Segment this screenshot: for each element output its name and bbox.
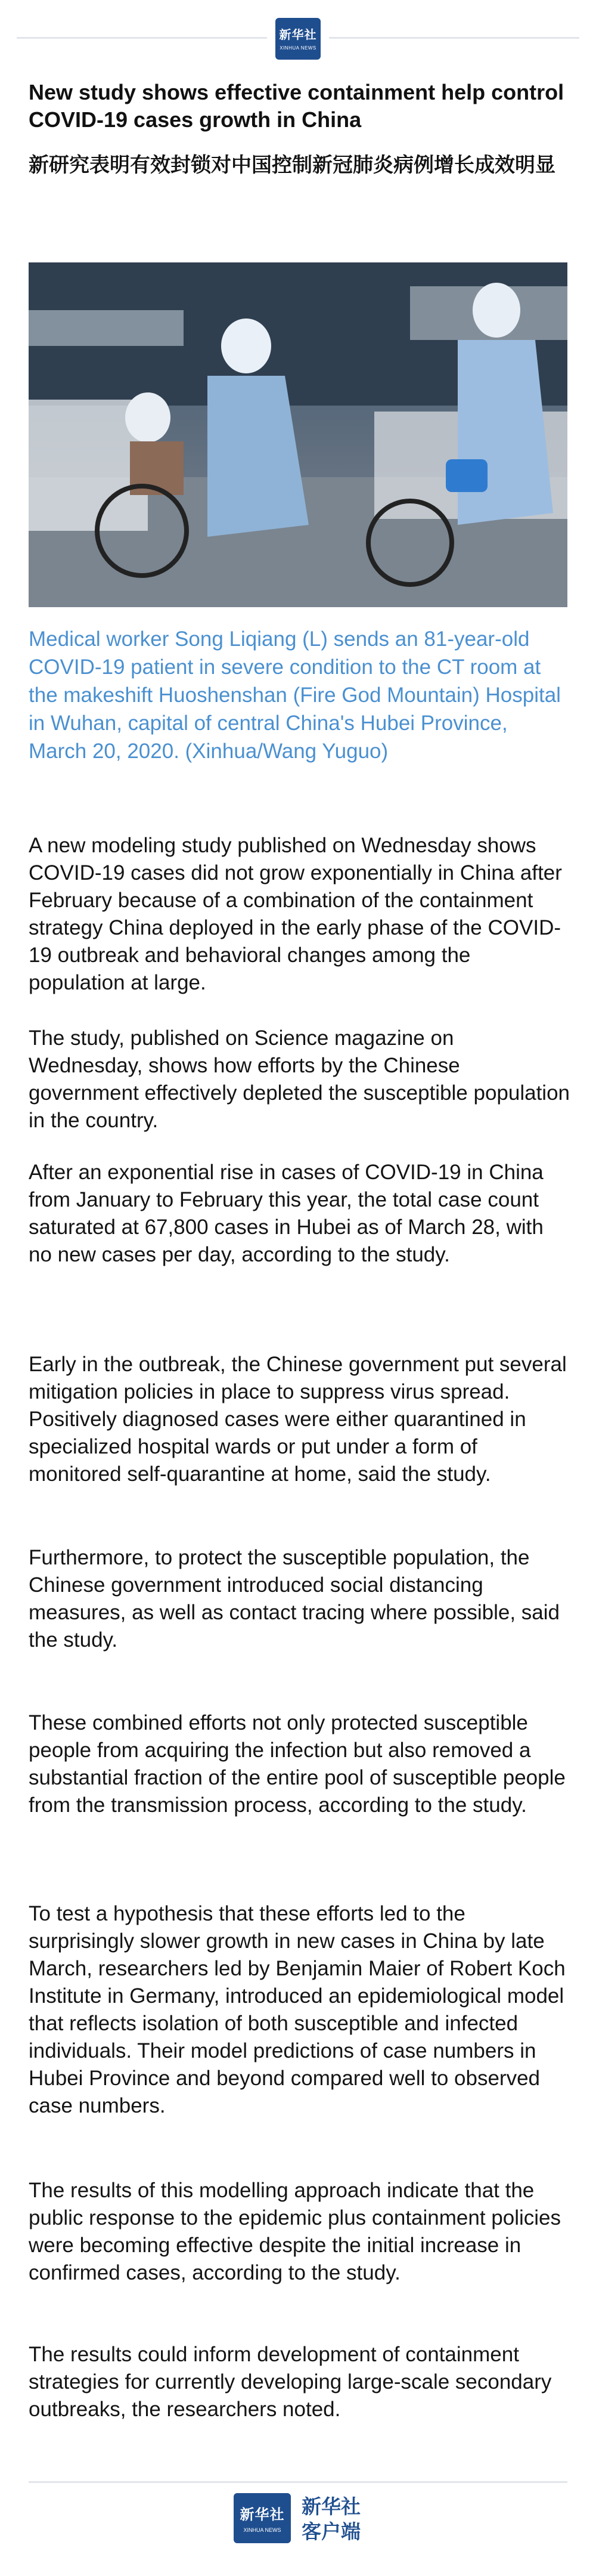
footer-logo-text-en: XINHUA NEWS — [243, 2527, 281, 2533]
hospital-ward-illustration — [29, 262, 567, 607]
footer-divider — [29, 2481, 567, 2483]
article-paragraph: The results of this modelling approach indicate that the public response to the epidemic plus containment policies were becoming effective despite the initial increase in confirmed cases, according to the study. — [29, 2179, 561, 2284]
xinhua-logo — [275, 18, 321, 60]
photo-caption: Medical worker Song Liqiang (L) sends an 81-year-old COVID-19 patient in severe condition to the CT room at the makeshift Huoshenshan (Fire God Mountain) Hospital in Wuhan, capital of central China's Hubei Province, March 20, 2020. (Xinhua/Wang Yuguo) — [29, 627, 561, 763]
footer-app-brand — [302, 2494, 367, 2544]
logo-text-en: XINHUA NEWS — [280, 45, 316, 51]
article-paragraph: The results could inform development of containment strategies for currently developing large-scale secondary outbreaks, the researchers noted. — [29, 2343, 552, 2421]
article-photo — [29, 262, 567, 607]
article-paragraph: To test a hypothesis that these efforts led to the surprisingly slower growth in new cases in China by late March, researchers led by Benjamin Maier of Robert Koch Institute in Germany, introduced an epidemiological model that reflects isolation of both susceptible and infected individuals. Their model predictions of case numbers in Hubei Province and beyond compared well to observed case numbers. — [29, 1902, 566, 2117]
footer-brand-line-1: 新华社 — [302, 2495, 361, 2518]
footer-logo-text-cn: 新华社 — [240, 2506, 285, 2523]
footer-xinhua-logo — [234, 2493, 291, 2543]
article-title-chinese: 新研究表明有效封锁对中国控制新冠肺炎病例增长成效明显 — [29, 153, 555, 177]
header-divider-left — [17, 37, 267, 39]
top-header — [0, 0, 596, 66]
article-paragraph: Early in the outbreak, the Chinese government put several mitigation policies in place to suppress virus spread. Positively diagnosed cases were either quarantined in specialized hospital wards or put under a form of monitored self-quarantine at home, said the study. — [29, 1353, 567, 1486]
article-paragraph: The study, published on Science magazine on Wednesday, shows how efforts by the Chinese government effectively depleted the susceptible population in the country. — [29, 1026, 570, 1132]
article-paragraph: Furthermore, to protect the susceptible population, the Chinese government introduced social distancing measures, as well as contact tracing where possible, said the study. — [29, 1546, 560, 1652]
article-paragraph: These combined efforts not only protected susceptible people from acquiring the infection but also removed a substantial fraction of the entire pool of susceptible people from the transmission process, according to the study. — [29, 1711, 566, 1817]
logo-text-cn: 新华社 — [279, 27, 317, 42]
article-paragraph: After an exponential rise in cases of COVID-19 in China from January to February this year, the total case count saturated at 67,800 cases in Hubei as of March 28, with no new cases per day, according to the study. — [29, 1161, 544, 1266]
header-divider-right — [329, 37, 579, 39]
article-title-english: New study shows effective containment help control COVID-19 cases growth in China — [29, 80, 564, 132]
article-paragraph: A new modeling study published on Wednesday shows COVID-19 cases did not grow exponentially in China after February because of a combination of the containment strategy China deployed in the early phase of the COVID-19 outbreak and behavioral changes among the population at large. — [29, 834, 562, 994]
footer-brand-line-2: 客户端 — [302, 2520, 361, 2543]
